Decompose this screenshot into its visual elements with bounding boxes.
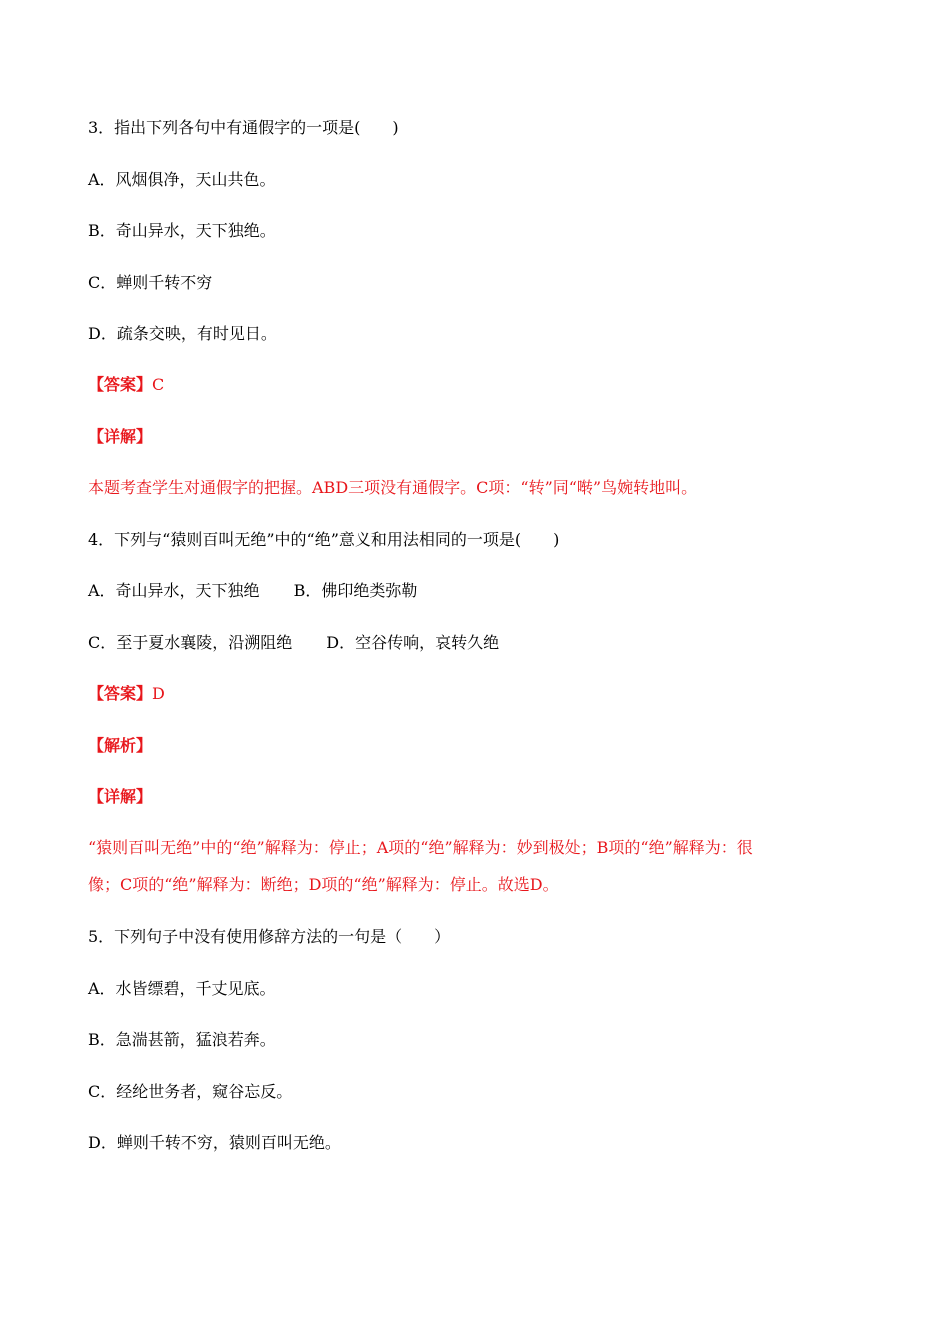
q4-option-c: C．至于夏水襄陵，沿溯阻绝 xyxy=(88,633,293,652)
q3-option-d: D．疏条交映，有时见日。 xyxy=(88,324,277,343)
q5-option-d: D．蝉则千转不穷，猿则百叫无绝。 xyxy=(88,1133,341,1152)
q3-option-a: A．风烟俱净，天山共色。 xyxy=(88,170,276,189)
q3-detail-text: 本题考查学生对通假字的把握。ABD三项没有通假字。C项：“转”同“啭”鸟婉转地叫。 xyxy=(88,478,698,497)
q4-answer-value: D xyxy=(152,684,165,703)
q4-option-a: A．奇山异水，天下独绝 xyxy=(88,581,260,600)
q4-stem: 4．下列与“猿则百叫无绝”中的“绝”意义和用法相同的一项是( ) xyxy=(88,530,560,549)
q4-options-row-2 xyxy=(88,632,499,654)
q5-option-a: A．水皆缥碧，千丈见底。 xyxy=(88,979,276,998)
q5-stem: 5．下列句子中没有使用修辞方法的一句是（ ） xyxy=(88,927,451,946)
q4-detail-line-1: “猿则百叫无绝”中的“绝”解释为：停止；A项的“绝”解释为：妙到极处；B项的“绝”解释为：很 xyxy=(88,838,753,857)
q4-answer xyxy=(88,683,165,705)
q3-option-b: B．奇山异水，天下独绝。 xyxy=(88,221,276,240)
q3-detail-label: 【详解】 xyxy=(88,427,153,446)
q4-analysis-label: 【解析】 xyxy=(88,736,153,755)
q3-answer-label: 【答案】 xyxy=(88,375,153,394)
q3-answer xyxy=(88,374,164,396)
q3-stem: 3．指出下列各句中有通假字的一项是( ) xyxy=(88,118,399,137)
q4-options-row-1 xyxy=(88,580,417,602)
q4-option-b: B．佛印绝类弥勒 xyxy=(293,581,418,600)
q5-option-b: B．急湍甚箭，猛浪若奔。 xyxy=(88,1030,276,1049)
q3-answer-value: C xyxy=(152,375,165,394)
q5-option-c: C．经纶世务者，窥谷忘反。 xyxy=(88,1082,293,1101)
q4-detail-line-2: 像；C项的“绝”解释为：断绝；D项的“绝”解释为：停止。故选D。 xyxy=(88,875,559,894)
q4-detail-label: 【详解】 xyxy=(88,787,153,806)
q4-option-d: D．空谷传响，哀转久绝 xyxy=(326,633,500,652)
q3-option-c: C．蝉则千转不穷 xyxy=(88,273,213,292)
q4-answer-label: 【答案】 xyxy=(88,684,153,703)
